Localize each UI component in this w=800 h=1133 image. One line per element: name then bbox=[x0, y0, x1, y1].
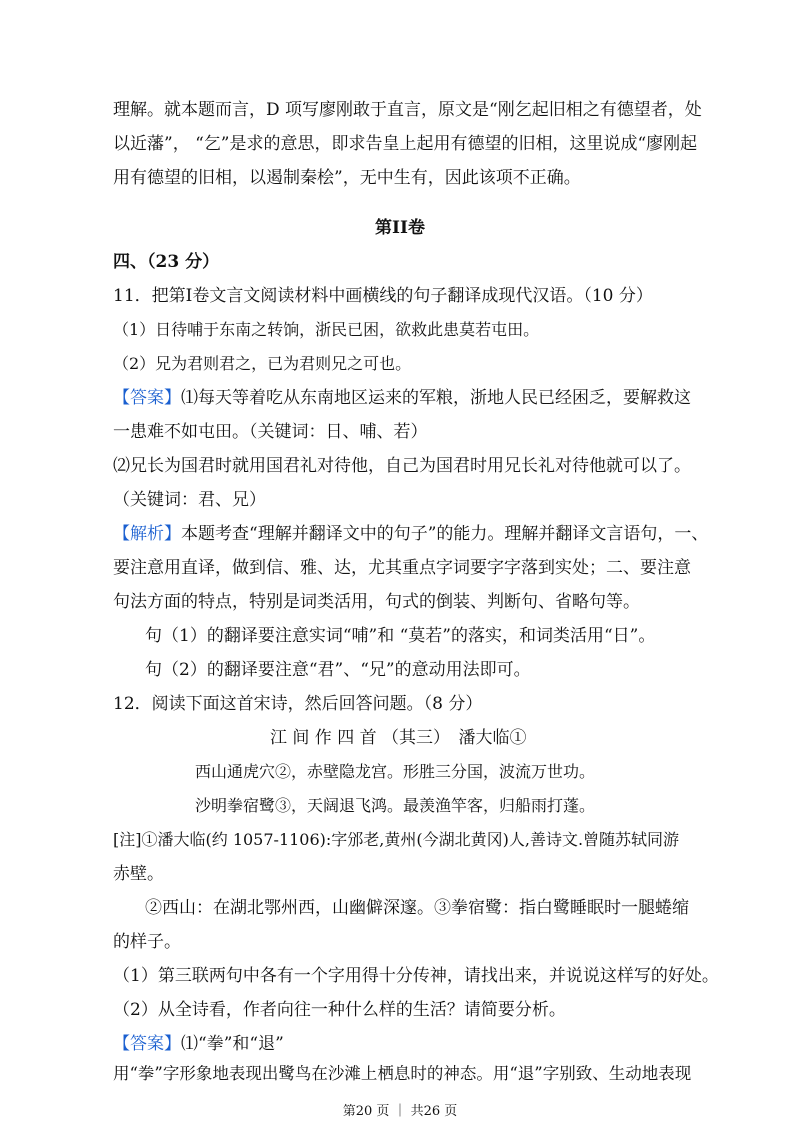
q12-question-2: （2）从全诗看，作者向往一种什么样的生活？请简要分析。 bbox=[113, 1000, 566, 1020]
q11-analysis-line-2: 要注意用直译，做到信、雅、达，尤其重点字词要字字落到实处；二、要注意 bbox=[113, 558, 691, 578]
explanation-line-3: 用有德望的旧相，以遏制秦桧”，无中生有，因此该项不正确。 bbox=[113, 168, 581, 188]
page-footer: 第20 页 ｜ 共26 页 bbox=[342, 1104, 458, 1119]
poem-title: 江 间 作 四 首 （其三） 潘大临① bbox=[270, 728, 527, 748]
q11-answer-line-1 bbox=[113, 386, 691, 410]
q11-analysis-line-1 bbox=[113, 522, 708, 546]
q11-prompt: 11．把第Ⅰ卷文言文阅读材料中画横线的句子翻译成现代汉语。（10 分） bbox=[113, 286, 653, 306]
q11-answer-text-1: ⑴每天等着吃从东南地区运来的军粮，浙地人民已经困乏，要解救这 bbox=[181, 388, 691, 408]
q12-question-1: （1）第三联两句中各有一个字用得十分传神，请找出来，并说说这样写的好处。 bbox=[113, 966, 719, 986]
explanation-line-2: 以近藩”， “乞”是求的意思，即求告皇上起用有德望的旧相，这里说成“廖刚起 bbox=[113, 134, 698, 154]
explanation-line-1: 理解。就本题而言，D 项写廖刚敢于直言，原文是“刚乞起旧相之有德望者，处 bbox=[113, 100, 702, 120]
analysis-tag: 【解析】 bbox=[113, 524, 181, 544]
q12-answer-line-2: 用“拳”字形象地表现出鹭鸟在沙滩上栖息时的神态。用“退”字别致、生动地表现 bbox=[113, 1062, 691, 1086]
q11-analysis-text-1: 本题考查“理解并翻译文中的句子”的能力。理解并翻译文言语句，一、 bbox=[181, 524, 709, 544]
section-heading: 四、（23 分） bbox=[113, 252, 220, 272]
q11-item-2: （2）兄为君则君之，已为君则兄之可也。 bbox=[113, 354, 412, 373]
note-line-3: ②西山：在湖北鄂州西，山幽僻深邃。③拳宿鹭：指白鹭睡眠时一腿蜷缩 bbox=[145, 898, 689, 918]
note-line-2: 赤壁。 bbox=[113, 864, 164, 884]
volume-title: 第II卷 bbox=[375, 218, 425, 238]
q11-analysis-line-4: 句（1）的翻译要注意实词“哺”和 “莫若”的落实，和词类活用“日”。 bbox=[145, 626, 656, 646]
q11-analysis-line-3: 句法方面的特点，特别是词类活用，句式的倒装、判断句、省略句等。 bbox=[113, 592, 640, 612]
q12-answer-line-1 bbox=[113, 1032, 284, 1056]
poem-line-1: 西山通虎穴②，赤壁隐龙宫。形胜三分国，波流万世功。 bbox=[195, 762, 596, 781]
q11-item-1: （1）日待哺于东南之转饷，浙民已困，欲救此患莫若屯田。 bbox=[113, 320, 540, 339]
note-line-1: [注]①潘大临(约 1057-1106):字邠老,黄州(今湖北黄冈)人,善诗文.曾随苏轼同游 bbox=[113, 830, 680, 849]
q11-analysis-line-5: 句（2）的翻译要注意“君”、“兄”的意动用法即可。 bbox=[145, 660, 531, 680]
q12-prompt: 12．阅读下面这首宋诗，然后回答问题。（8 分） bbox=[113, 694, 483, 714]
q11-answer-line-4: （关键词：君、兄） bbox=[113, 490, 266, 510]
poem-line-2: 沙明拳宿鹭③，天阔退飞鸿。最羡渔竿客，归船雨打蓬。 bbox=[195, 796, 596, 815]
q11-answer-line-2: 一患难不如屯田。（关键词：日、哺、若） bbox=[113, 422, 428, 442]
note-line-4: 的样子。 bbox=[113, 932, 181, 952]
q12-answer-text-1: ⑴“拳”和“退” bbox=[181, 1034, 284, 1054]
q11-answer-line-3: ⑵兄长为国君时就用国君礼对待他，自己为国君时用兄长礼对待他就可以了。 bbox=[113, 456, 691, 476]
answer-tag: 【答案】 bbox=[113, 388, 181, 408]
answer-tag: 【答案】 bbox=[113, 1034, 181, 1054]
